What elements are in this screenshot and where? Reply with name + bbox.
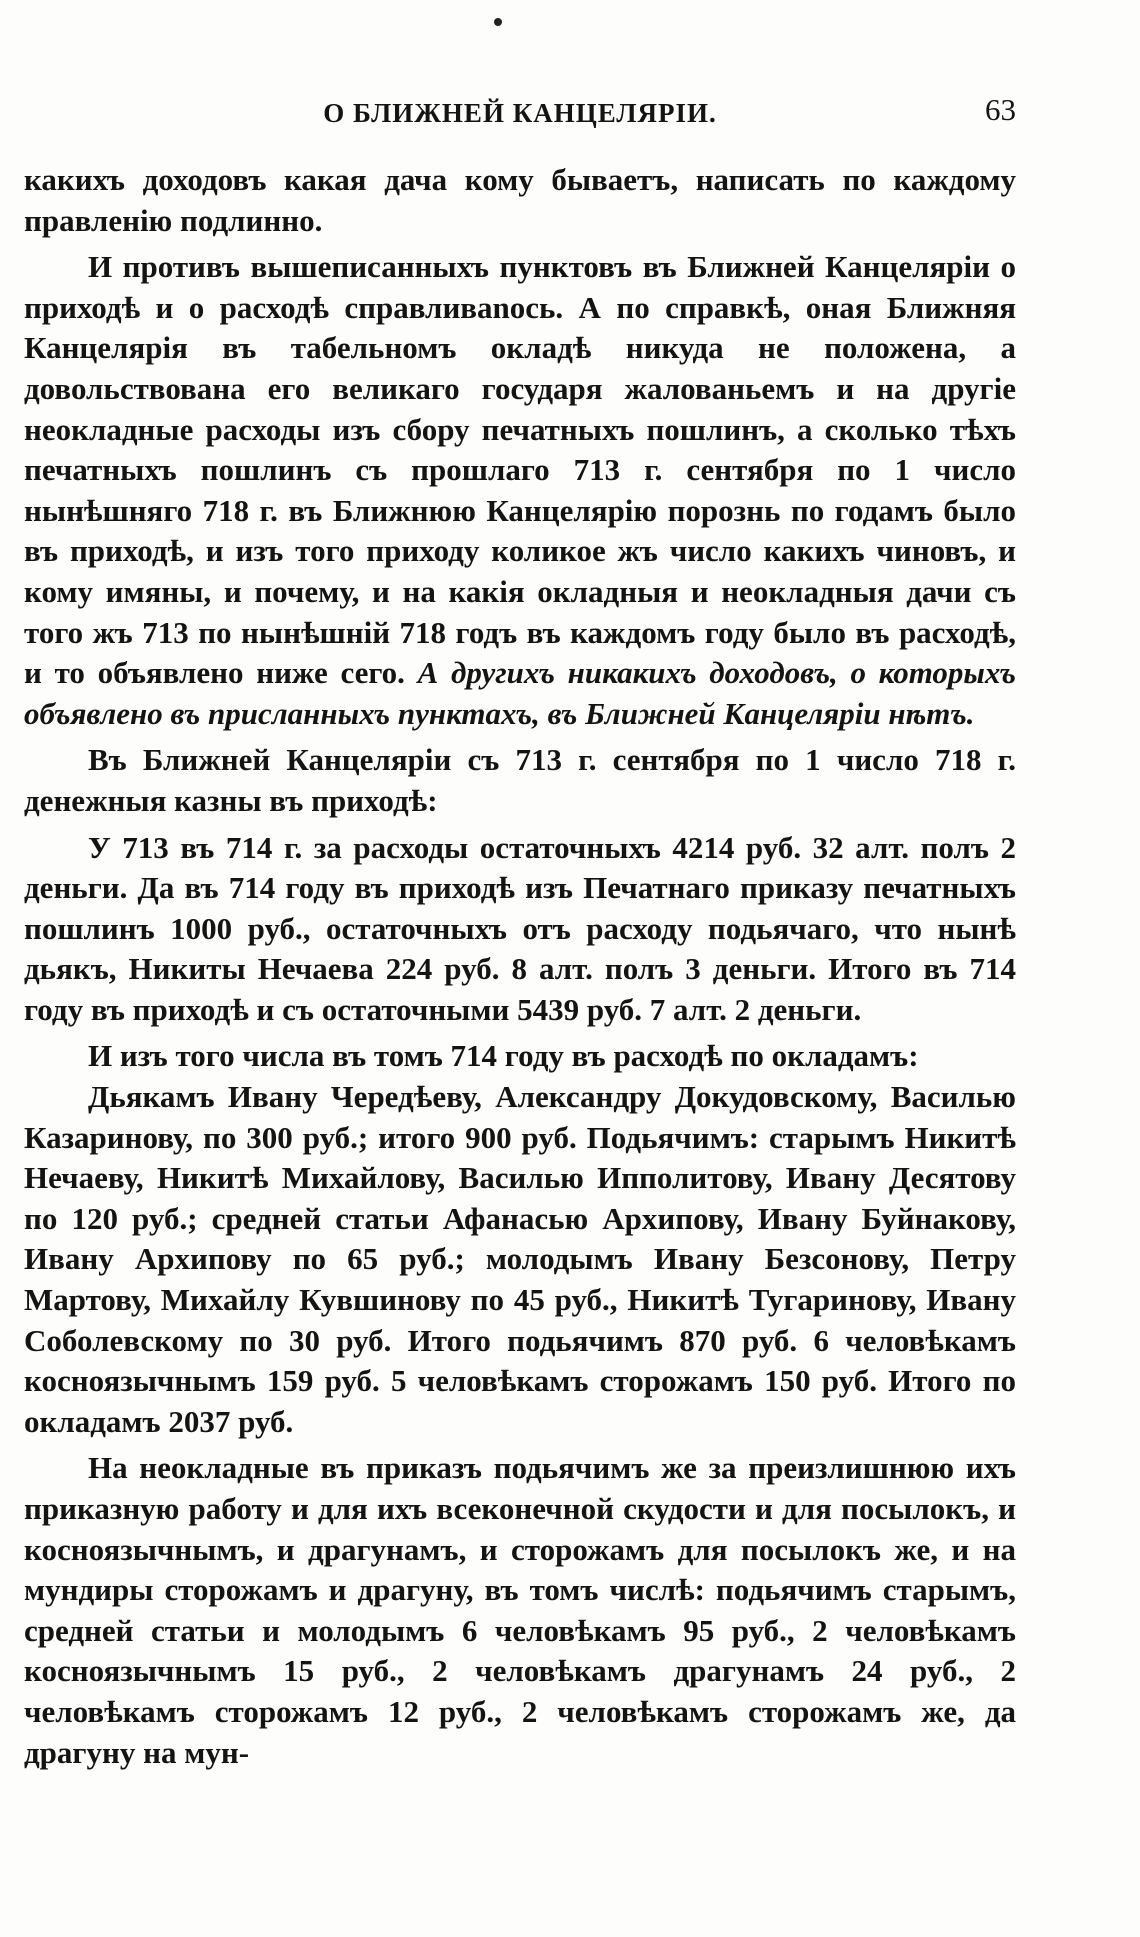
paragraph-5: И изъ того числа въ томъ 714 году въ расходѣ по окладамъ: [88, 1038, 919, 1074]
paragraph-7: На неокладные въ приказъ подьячимъ же за преизлишнюю ихъ приказную работу и для ихъ всеконечной скудости и для посылокъ, и косноязычнымъ, и драгунамъ, и сторожамъ для посылокъ же, и на мундиры сторожамъ и драгуну, въ томъ числѣ: подьячимъ старымъ, средней статьи и молодымъ 6 человѣкамъ 95 руб., 2 человѣкамъ косноязычнымъ 15 руб., 2 человѣкамъ драгунамъ 24 руб., 2 человѣкамъ сторожамъ 12 руб., 2 человѣкамъ сторожамъ же, да драгуну на мун- [24, 1450, 1016, 1770]
paragraph-2-italic: А другихъ никакихъ доходовъ, о которыхъ объявлено въ присланныхъ пунктахъ, въ Ближней Канцеляріи нѣтъ. [24, 655, 1016, 731]
page-header [24, 92, 1016, 132]
page-number: 63 [985, 92, 1016, 127]
paragraph-4: У 713 въ 714 г. за расходы остаточныхъ 4214 руб. 32 алт. полъ 2 деньги. Да въ 714 году въ приходѣ изъ Печатнаго приказу печатныхъ пошлинъ 1000 руб., остаточныхъ отъ расходу подьячаго, что нынѣ дьякъ, Никиты Нечаева 224 руб. 8 алт. полъ 3 деньги. Итого въ 714 году въ приходѣ и съ остаточными 5439 руб. 7 алт. 2 деньги. [24, 829, 1016, 1027]
paragraph-2-text: И противъ вышеписанныхъ пунктовъ въ Ближней Канцеляріи о приходѣ и о расходѣ справливаnось. А по справкѣ, оная Ближняя Канцелярія въ табельномъ окладѣ никуда не положена, а довольствована его великаго государя жалованьемъ и на другіе неокладные расходы изъ сбору печатныхъ пошлинъ, а сколько тѣхъ печатныхъ пошлинъ съ прошлаго 713 г. сентября по 1 число нынѣшняго 718 г. въ Ближнюю Канцелярію порознь по годамъ было въ приходѣ, и изъ того приходу коликое жъ число какихъ чиновъ, и кому имяны, и почему, и на какія окладныя и неокладныя дачи съ того жъ 713 по нынѣшній 718 годъ въ каждомъ году было въ расходѣ, и то объявлено ниже сего. [24, 249, 1016, 691]
paragraph-1: какихъ доходовъ какая дача кому бываетъ, написать по каждому правленію подлинно. [24, 162, 1016, 238]
ink-speck [494, 18, 502, 26]
page-body [24, 160, 1016, 1773]
running-head: О БЛИЖНЕЙ КАНЦЕЛЯРІИ. [323, 98, 717, 128]
book-page [24, 92, 1016, 1779]
paragraph-3: Въ Ближней Канцеляріи съ 713 г. сентября по 1 число 718 г. денежныя казны въ приходѣ: [24, 742, 1016, 818]
paragraph-2 [24, 247, 1016, 734]
paragraph-6: Дьякамъ Ивану Чередѣеву, Александру Докудовскому, Василью Казаринову, по 300 руб.; итого 900 руб. Подьячимъ: старымъ Никитѣ Нечаеву, Никитѣ Михайлову, Василью Ипполитову, Ивану Десятову по 120 руб.; средней статьи Афанасью Архипову, Ивану Буйнакову, Ивану Архипову по 65 руб.; молодымъ Ивану Безсонову, Петру Мартову, Михайлу Кувшинову по 45 руб., Никитѣ Тугаринову, Ивану Соболевскому по 30 руб. Итого подьячимъ 870 руб. 6 человѣкамъ косноязычнымъ 159 руб. 5 человѣкамъ сторожамъ 150 руб. Итого по окладамъ 2037 руб. [24, 1079, 1016, 1439]
